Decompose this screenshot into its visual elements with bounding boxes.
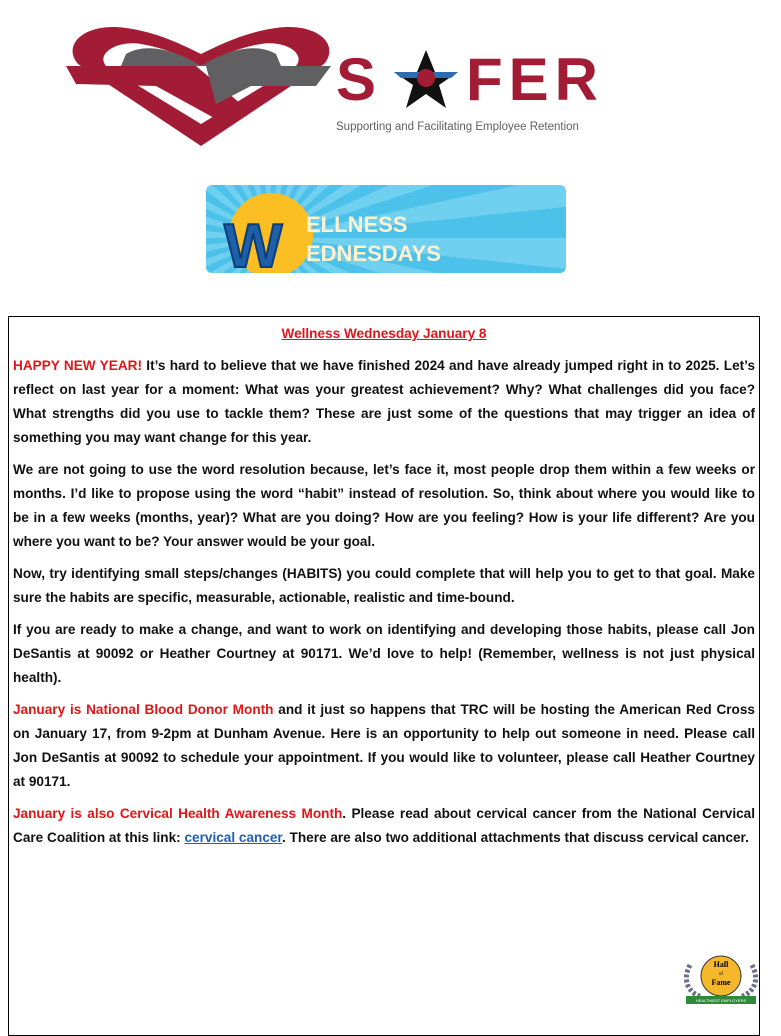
svg-text:ELLNESS: ELLNESS <box>306 212 408 237</box>
paragraph-steps: Now, try identifying small steps/changes (HABITS) you could complete that will help you to get to that goal. Make sure the habits are specific, measurable, actionable, realistic and time-bound. <box>13 566 755 605</box>
article-body <box>13 322 755 858</box>
paragraph-cervical: January is also Cervical Health Awareness Month. Please read about cervical cancer from the National Cervical Care Coalition at this link: cervical cancer. There are also two additional attachments that discuss cervical cancer. <box>13 806 755 845</box>
wellness-wednesdays-banner <box>206 185 566 273</box>
hall-of-fame-badge <box>680 955 762 1005</box>
paragraph-new-year: HAPPY NEW YEAR! It’s hard to believe that we have finished 2024 and have already jumped right in to 2025. Let’s reflect on last year for a moment: What was your greatest achievement? Why? What challenges did you face? What strengths did you use to tackle them? These are just some of the questions that may trigger an idea of something you may want change for this year. <box>13 358 756 445</box>
svg-text:Supporting and Facilitating Em: Supporting and Facilitating Employee Retention <box>336 121 579 133</box>
svg-text:of: of <box>718 972 724 977</box>
safer-logo <box>66 24 686 149</box>
svg-text:Fame: Fame <box>711 978 731 987</box>
heart-handshake-icon <box>66 27 331 146</box>
article-title: Wellness Wednesday January 8 <box>281 326 487 341</box>
cervical-cancer-link[interactable]: cervical cancer <box>184 830 282 845</box>
svg-text:S: S <box>336 46 377 113</box>
svg-text:FER: FER <box>466 46 604 113</box>
paragraph-blood-donor: January is National Blood Donor Month and it just so happens that TRC will be hosting the American Red Cross on January 17, from 9-2pm at Dunham Avenue. Here is an opportunity to help out someone in need. Please call Jon DeSantis at 90092 to schedule your appointment. If you would like to volunteer, please call Heather Courtney at 90171. <box>13 702 755 789</box>
svg-text:EDNESDAYS: EDNESDAYS <box>306 241 441 266</box>
star-icon <box>394 50 458 108</box>
paragraph-habits: We are not going to use the word resolution because, let’s face it, most people drop them within a few weeks or months. I’d like to propose using the word “habit” instead of resolution. So, think about where you would like to be in a few weeks (months, year)? What are you doing? How are you feeling? How is your life different? Are you where you want to be? Your answer would be your goal. <box>13 462 755 549</box>
svg-text:W: W <box>224 212 283 273</box>
svg-text:Hall: Hall <box>713 960 729 969</box>
paragraph-contact: If you are ready to make a change, and want to work on identifying and developing those habits, please call Jon DeSantis at 90092 or Heather Courtney at 90171. We’d love to help! (Remember, wellness is not just physical health). <box>13 622 755 685</box>
svg-text:HEALTHIEST EMPLOYERS: HEALTHIEST EMPLOYERS <box>695 998 747 1003</box>
